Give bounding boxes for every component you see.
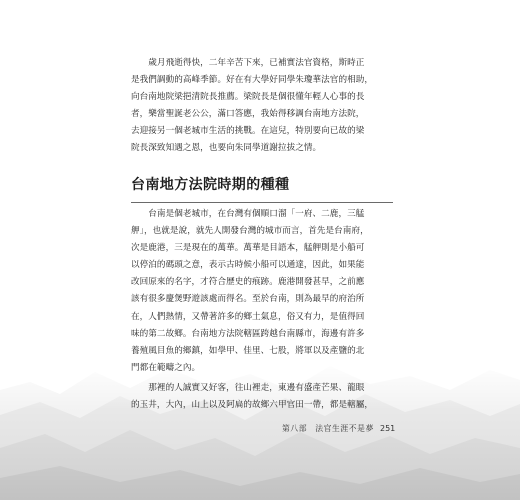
footer-part-label: 第八部 (282, 424, 308, 433)
heading-divider (131, 202, 393, 203)
text-line: 在，人們熱情，又帶著許多的鄉土氣息，俗又有力，是值得回 (131, 311, 365, 322)
text-line: 那裡的人誠實又好客，往山裡走，東邊有盛產芒果、龍眼 (131, 383, 365, 393)
text-line: 養殖風目魚的鄉鎮，如學甲、佳里、七股，將軍以及產鹽的北 (131, 345, 365, 356)
section-heading: 台南地方法院時期的種種 (131, 177, 290, 193)
text-line: 舺」，也就是說，就先人開發台灣的城市而言，首先是台南府， (131, 226, 369, 237)
text-line: 門都在範疇之內。 (131, 362, 201, 373)
text-line: 院長深致知遇之恩，也要向朱同學道謝拉拔之情。 (131, 143, 322, 154)
page-number: 251 (379, 424, 396, 433)
text-line: 者，樂當聖誕老公公，滿口答應，我始得移調台南地方法院， (131, 109, 365, 120)
text-line: 歲月飛逝得快，二年辛苦下來，已補實法官資格，斯時正 (131, 58, 365, 68)
text-line: 是我們調動的高峰季節。好在有大學好同學朱瓊華法官的相助， (131, 75, 374, 86)
people-paragraph (131, 380, 393, 414)
text-line: 該有很多慶煲野遊該處而得名。至於台南，則為最早的府治所 (131, 294, 365, 305)
text-line: 次是鹿港，三是現在的萬華。萬華是目語本，艋舺則是小船可 (131, 243, 365, 254)
text-line: 改回原來的名字，才符合歷史的痕跡。鹿港開發甚早，之前應 (131, 277, 365, 288)
intro-paragraph (131, 55, 393, 158)
text-line: 去迎接另一個老城市生活的挑戰。在這兒，特別要向已故的梁 (131, 126, 365, 137)
text-line: 以停泊的碼頭之意，表示古時候小船可以通達，因此，如果能 (131, 260, 365, 271)
text-line: 台南是個老城市，在台灣有個順口溜「一府、二鹿，三艋 (131, 209, 365, 219)
page-footer (282, 423, 395, 434)
section-heading-block (131, 176, 395, 203)
text-line: 味的第二故鄉。台南地方法院轄區跨越台南縣市，海邊有許多 (131, 328, 365, 339)
tainan-paragraph (131, 206, 393, 377)
footer-book-title: 法官生涯不是夢 (315, 424, 374, 433)
text-line: 的玉井，大內，山上以及阿扁的故鄉六甲官田一帶，都是轄屬， (131, 400, 374, 411)
text-line: 向台南地院梁挹清院長推薦。梁院長是個很懂年輕人心事的長 (131, 92, 365, 103)
